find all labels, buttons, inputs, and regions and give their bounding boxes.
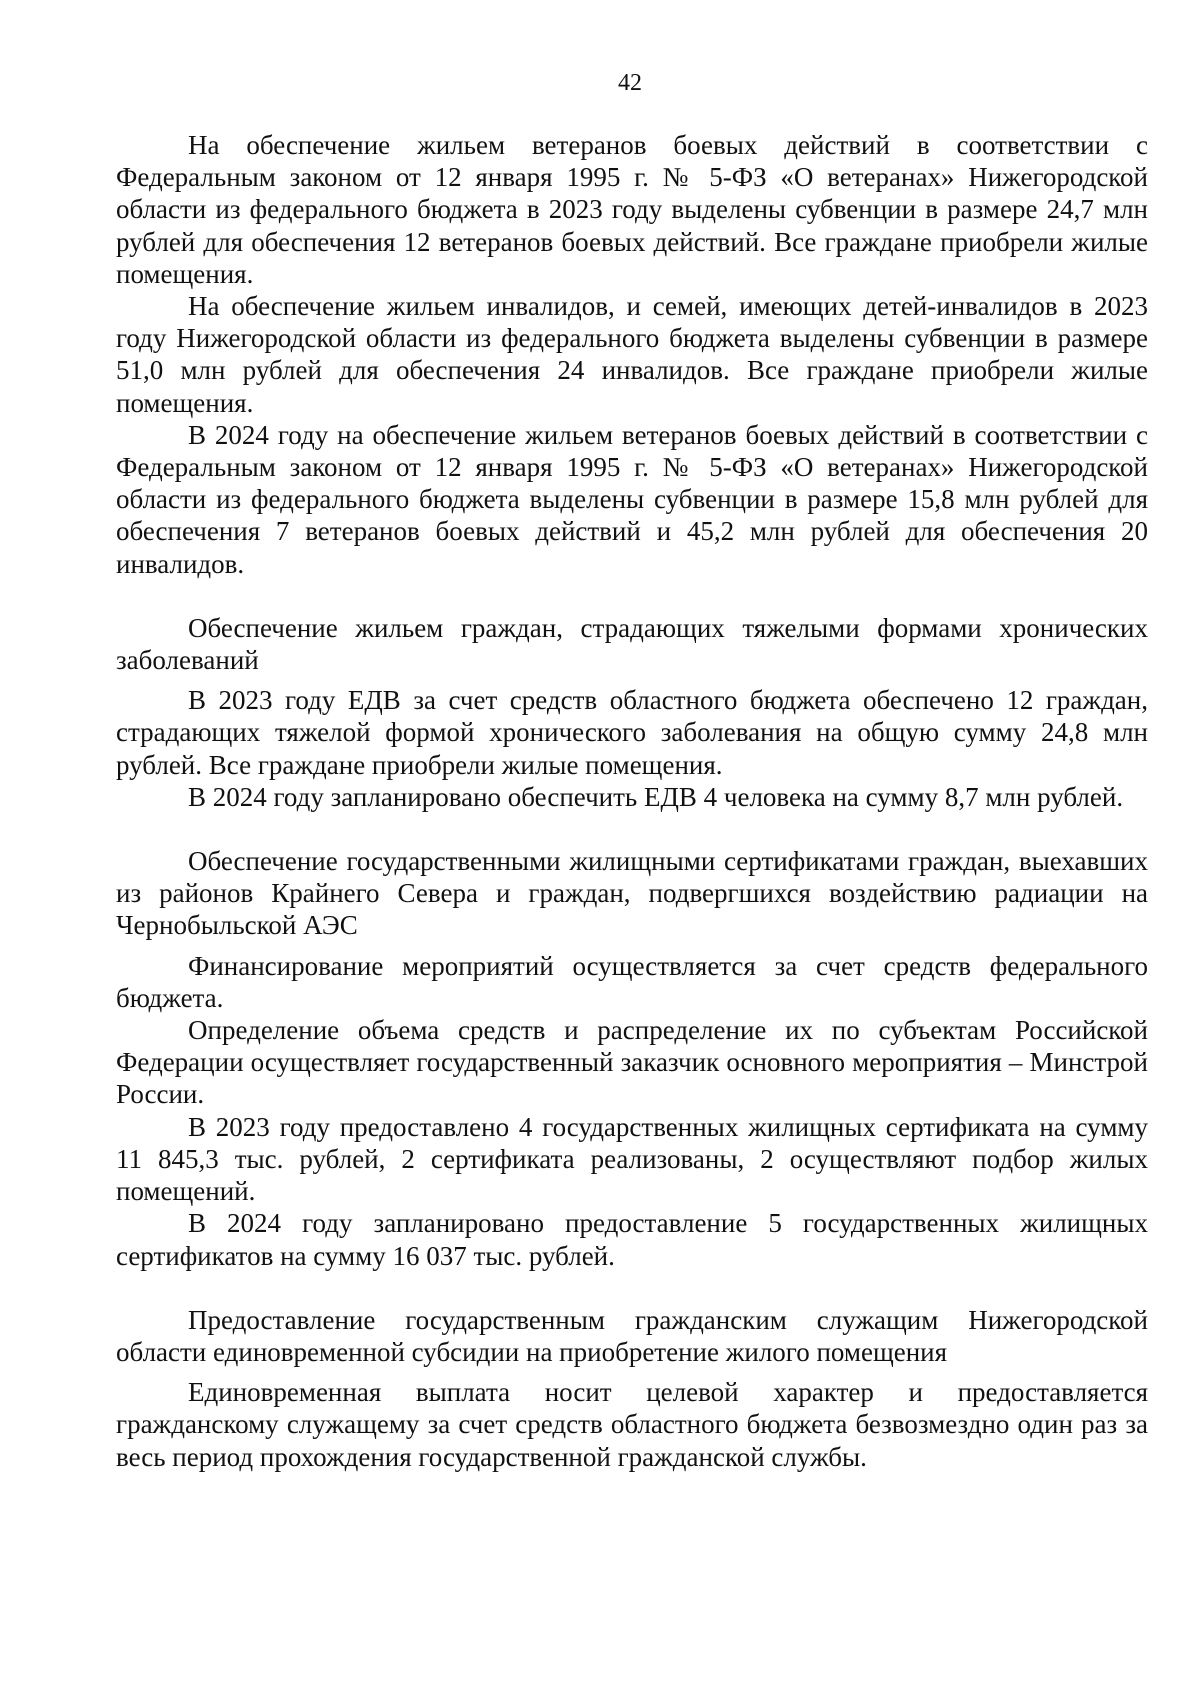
paragraph-one-time-payment: Единовременная выплата носит целевой характер и предоставляется гражданскому служащему за счет средств областного бюджета безвозмездно один раз за весь период прохождения государственной гражданской службы. bbox=[116, 1377, 1148, 1472]
section-spacer bbox=[116, 1272, 1148, 1304]
section-spacer bbox=[116, 942, 1148, 950]
paragraph-distribution: Определение объема средств и распределение их по субъектам Российской Федерации осуществляет государственный заказчик основного мероприятия – Минстрой России. bbox=[116, 1015, 1148, 1110]
paragraph-veterans-2023: На обеспечение жильем ветеранов боевых действий в соответствии с Федеральным законом от 12 января 1995 г. № 5-ФЗ «О ветеранах» Нижегородской области из федерального бюджета в 2023 году выделены субвенции в размере 24,7 млн рублей для обеспечения 12 ветеранов боевых действий. Все граждане приобрели жилые помещения. bbox=[116, 130, 1148, 289]
page-number: 42 bbox=[618, 70, 642, 96]
paragraph-edv-2024: В 2024 году запланировано обеспечить ЕДВ 4 человека на сумму 8,7 млн рублей. bbox=[188, 781, 1124, 812]
section-spacer bbox=[116, 580, 1148, 612]
paragraph-disabled-2023: На обеспечение жильем инвалидов, и семей, имеющих детей-инвалидов в 2023 году Нижегородской области из федерального бюджета выделены субвенции в размере 51,0 млн рублей для обеспечения 24 инвалидов. Все граждане приобрели жилые помещения. bbox=[116, 291, 1148, 418]
paragraph-financing: Финансирование мероприятий осуществляется за счет средств федерального бюджета. bbox=[116, 950, 1148, 1013]
section-spacer bbox=[116, 1368, 1148, 1376]
paragraph-certificates-2023: В 2023 году предоставлено 4 государственных жилищных сертификата на сумму 11 845,3 тыс. рублей, 2 сертификата реализованы, 2 осуществляют подбор жилых помещений. bbox=[116, 1111, 1148, 1207]
paragraph-certificates-2024: В 2024 году запланировано предоставление 5 государственных жилищных сертификатов на сумму 16 037 тыс. рублей. bbox=[116, 1208, 1148, 1271]
paragraph-edv-2023: В 2023 году ЕДВ за счет средств областного бюджета обеспечено 12 граждан, страдающих тяжелой формой хронического заболевания на общую сумму 24,8 млн рублей. Все граждане приобрели жилые помещения. bbox=[116, 685, 1148, 780]
section-heading-housing-certificates: Обеспечение государственными жилищными сертификатами граждан, выехавших из районов Крайнего Севера и граждан, подвергшихся воздействию радиации на Чернобыльской АЭС bbox=[116, 846, 1148, 941]
section-heading-civil-servants-subsidy: Предоставление государственным гражданским служащим Нижегородской области единовременной субсидии на приобретение жилого помещения bbox=[116, 1304, 1148, 1367]
paragraph-veterans-2024: В 2024 году на обеспечение жильем ветеранов боевых действий в соответствии с Федеральным законом от 12 января 1995 г. № 5-ФЗ «О ветеранах» Нижегородской области из федерального бюджета выделены субвенции в размере 15,8 млн рублей для обеспечения 7 ветеранов боевых действий и 45,2 млн рублей для обеспечения 20 инвалидов. bbox=[116, 419, 1148, 579]
section-heading-chronic-diseases: Обеспечение жильем граждан, страдающих тяжелыми формами хронических заболеваний bbox=[116, 612, 1148, 676]
section-spacer bbox=[116, 813, 1148, 845]
section-spacer bbox=[116, 676, 1148, 684]
document-body bbox=[116, 129, 1148, 1473]
